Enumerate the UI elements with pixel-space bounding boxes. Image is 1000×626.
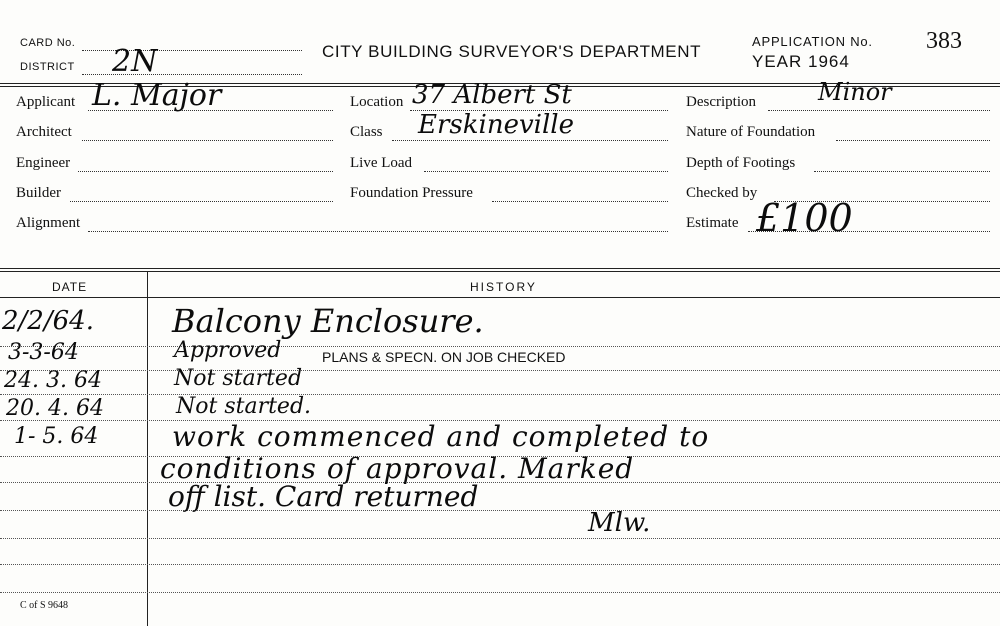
location-value: 37 Albert St xyxy=(412,80,572,110)
history-text: work commenced and completed to xyxy=(172,420,710,453)
ruled-line xyxy=(0,538,1000,539)
history-header-divider xyxy=(0,297,1000,298)
ruled-line xyxy=(0,510,1000,511)
architect-label: Architect xyxy=(16,124,72,140)
applicant-value: L. Major xyxy=(92,78,222,113)
application-label: APPLICATION No. xyxy=(752,34,873,49)
class-value: Erskineville xyxy=(418,110,574,140)
applicant-label: Applicant xyxy=(16,94,76,110)
alignment-label: Alignment xyxy=(16,215,81,231)
architect-line xyxy=(82,140,333,141)
history-divider-top xyxy=(0,268,1000,269)
ruled-line xyxy=(0,394,1000,395)
date-header: DATE xyxy=(52,280,88,294)
ruled-line xyxy=(0,346,1000,347)
history-continuation: off list. Card returned xyxy=(168,480,479,513)
history-column-divider xyxy=(147,272,148,626)
checked-by-label: Checked by xyxy=(686,185,758,201)
class-label: Class xyxy=(350,124,383,140)
district-label: DISTRICT xyxy=(20,61,75,73)
ruled-line xyxy=(0,370,1000,371)
history-date: 1- 5. 64 xyxy=(14,424,99,449)
builder-label: Builder xyxy=(16,185,61,201)
description-line xyxy=(768,110,990,111)
application-number: 383 xyxy=(926,28,962,54)
depth-of-footings-line xyxy=(814,171,990,172)
live-load-line xyxy=(424,171,668,172)
card-no-label: CARD No. xyxy=(20,37,76,49)
history-date: 20. 4. 64 xyxy=(6,396,104,421)
nature-of-foundation-label: Nature of Foundation xyxy=(686,124,816,140)
alignment-line xyxy=(88,231,668,232)
description-label: Description xyxy=(686,94,756,110)
district-value: 2N xyxy=(112,44,158,79)
estimate-label: Estimate xyxy=(686,215,739,231)
history-text: Balcony Enclosure. xyxy=(172,302,484,340)
live-load-label: Live Load xyxy=(350,155,413,171)
department-title: CITY BUILDING SURVEYOR'S DEPARTMENT xyxy=(322,42,702,61)
history-continuation: conditions of approval. Marked xyxy=(160,452,635,485)
history-text: Not started xyxy=(174,366,303,391)
class-line xyxy=(392,140,668,141)
estimate-value: £100 xyxy=(756,196,853,240)
foundation-pressure-label: Foundation Pressure xyxy=(350,185,473,201)
ruled-line xyxy=(0,564,1000,565)
engineer-label: Engineer xyxy=(16,155,71,171)
stamp-plans-checked: PLANS & SPECN. ON JOB CHECKED xyxy=(322,349,566,365)
ruled-line xyxy=(0,592,1000,593)
initials-signature: Mlw. xyxy=(588,508,651,538)
history-date: 2/2/64. xyxy=(2,306,94,336)
description-value: Minor xyxy=(818,78,892,106)
history-date: 24. 3. 64 xyxy=(4,368,102,393)
builder-line xyxy=(70,201,333,202)
location-label: Location xyxy=(350,94,404,110)
history-header: HISTORY xyxy=(470,280,537,294)
foundation-pressure-line xyxy=(492,201,668,202)
history-text: Not started. xyxy=(176,394,312,419)
history-text: Approved xyxy=(174,338,282,363)
history-date: 3-3-64 xyxy=(8,340,79,365)
engineer-line xyxy=(78,171,333,172)
nature-of-foundation-line xyxy=(836,140,990,141)
depth-of-footings-label: Depth of Footings xyxy=(686,155,796,171)
year-label: YEAR 1964 xyxy=(752,52,850,71)
history-divider-top-2 xyxy=(0,271,1000,272)
form-number: C of S 9648 xyxy=(20,600,69,611)
